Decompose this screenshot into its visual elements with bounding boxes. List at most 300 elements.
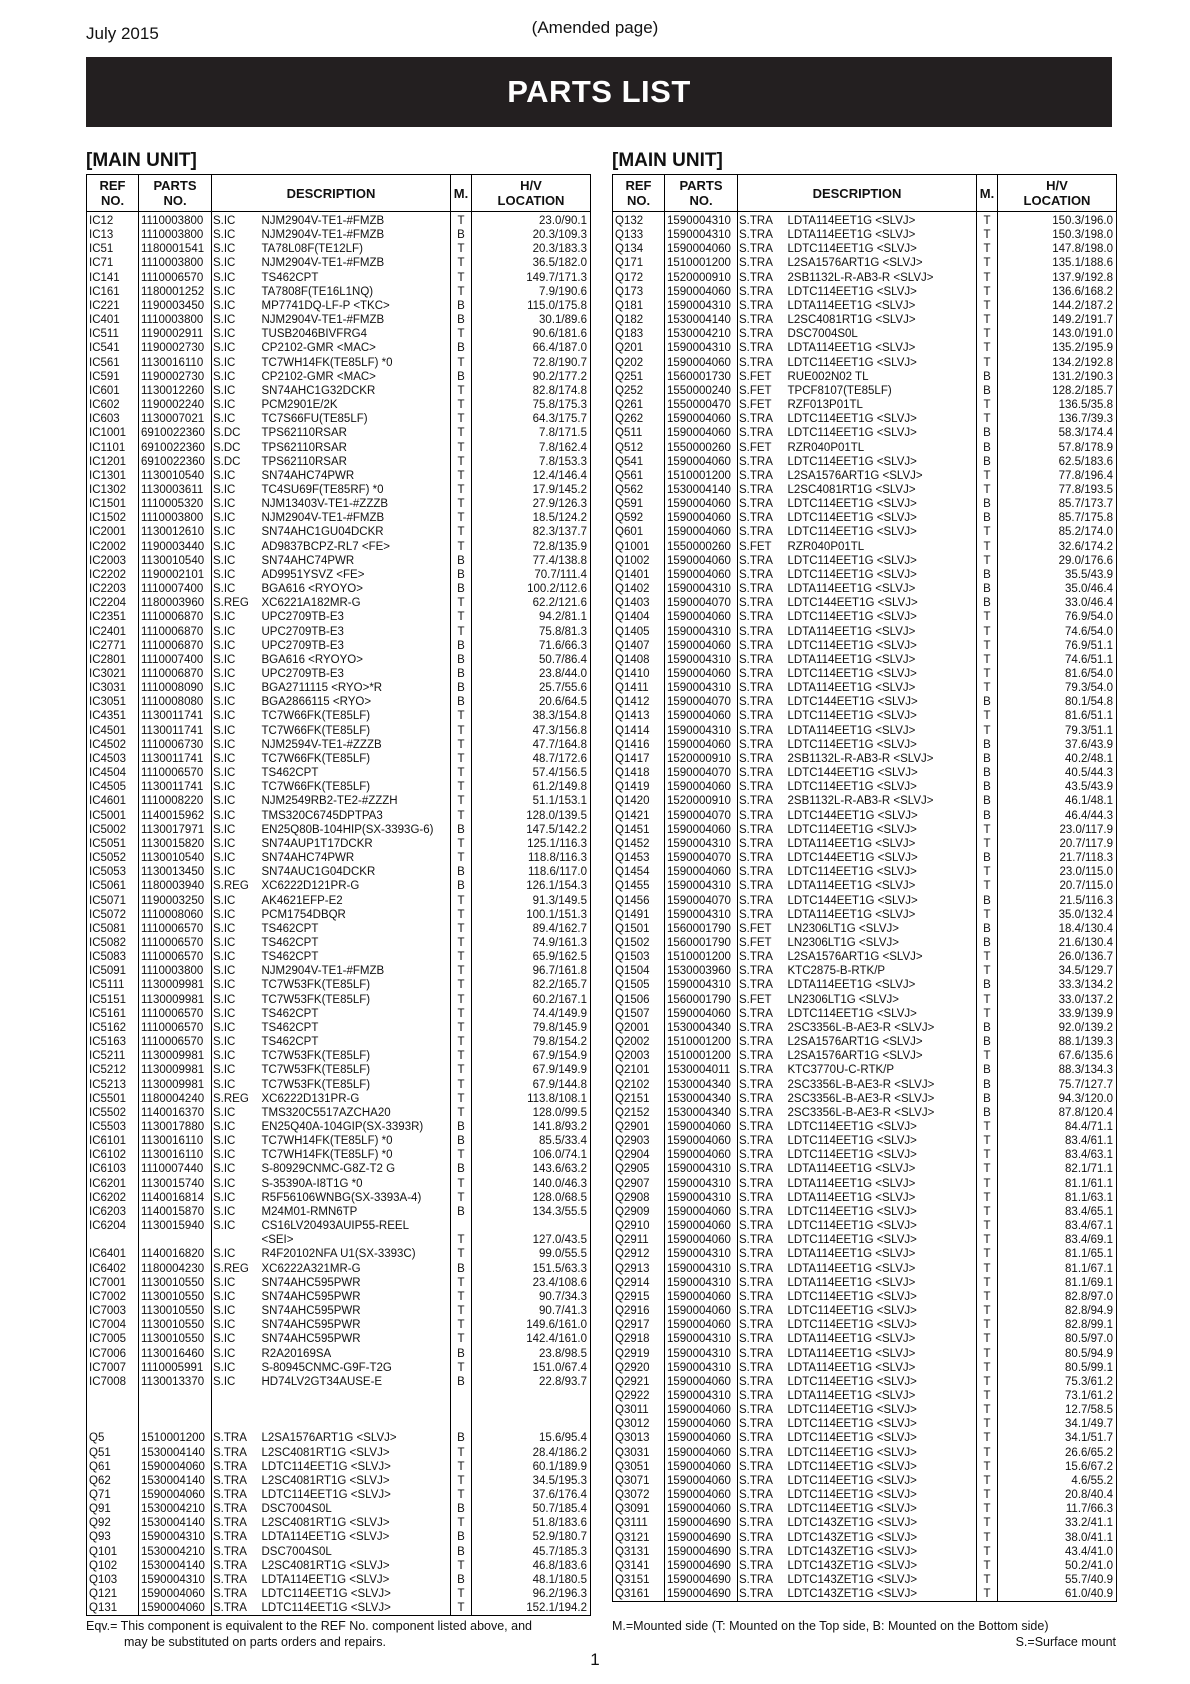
hv-location-cell: 115.0/175.8 [472, 299, 591, 313]
parts-no-cell: 1590004310 [665, 341, 738, 355]
table-row [87, 625, 591, 639]
hv-location-cell: 147.8/198.0 [998, 242, 1117, 256]
table-row [87, 1318, 591, 1332]
mounted-side-cell: T [977, 540, 998, 554]
mounted-side-cell: T [451, 1247, 472, 1261]
type-cell: S.TRA [738, 1587, 786, 1602]
ref-no-cell: Q3072 [613, 1488, 665, 1502]
hv-location-cell: 50.7/86.4 [472, 653, 591, 667]
description-cell: TC7W53FK(TE85LF) [260, 1049, 451, 1063]
section-title: [MAIN UNIT] [86, 150, 197, 171]
equivalence-note-line: may be substituted on parts orders and repairs. [124, 1635, 386, 1649]
ref-no-cell: Q103 [87, 1573, 139, 1587]
parts-no-cell: 1590004060 [665, 1148, 738, 1162]
description-cell: TC7W53FK(TE85LF) [260, 993, 451, 1007]
type-cell: S.TRA [739, 512, 773, 525]
mounted-side-cell: T [451, 1559, 472, 1573]
mounted-side-cell: T [977, 724, 998, 738]
ref-no-cell: Q251 [613, 370, 665, 384]
ref-no-cell: Q591 [613, 497, 665, 511]
type-cell: S.TRA [739, 625, 773, 638]
mounted-side-cell: B [977, 780, 998, 794]
type-cell: S.IC [213, 1347, 236, 1360]
hv-location-cell: 40.5/44.3 [998, 766, 1117, 780]
type-cell: S.TRA [739, 1446, 773, 1459]
parts-no-cell: 1590004310 [665, 1276, 738, 1290]
ref-no-cell: IC1001 [87, 426, 139, 440]
ref-no-cell: IC6201 [87, 1177, 139, 1191]
mounted-side-cell: T [977, 639, 998, 653]
mounted-side-cell: B [451, 1545, 472, 1559]
type-cell: S.IC [213, 1163, 236, 1176]
table-row [613, 823, 1117, 837]
table-row [613, 1587, 1117, 1602]
parts-no-cell: 1190003450 [139, 299, 212, 313]
table-row [87, 313, 591, 327]
mounted-side-cell: B [451, 1375, 472, 1389]
table-row [613, 1021, 1117, 1035]
type-cell: S.IC [213, 738, 236, 751]
ref-no-cell: Q3012 [613, 1417, 665, 1431]
table-row [613, 1573, 1117, 1587]
mounted-side-cell: T [451, 1021, 472, 1035]
ref-no-cell: Q2907 [613, 1177, 665, 1191]
type-cell: S.TRA [739, 653, 773, 666]
mounted-side-cell: T [451, 1601, 472, 1616]
type-cell: S.IC [213, 653, 236, 666]
table-row [87, 978, 591, 992]
table-row [613, 1262, 1117, 1276]
type-cell: S.TRA [213, 1446, 247, 1459]
type-cell: S.TRA [739, 781, 773, 794]
ref-no-cell: IC5111 [87, 978, 139, 992]
description-cell: LDTC114EET1G <SLVJ> [786, 497, 977, 511]
ref-no-cell: IC1502 [87, 511, 139, 525]
ref-no-cell: Q91 [87, 1502, 139, 1516]
mounted-side-cell: T [977, 1587, 998, 1602]
description-cell: LDTC114EET1G <SLVJ> [786, 554, 977, 568]
hv-location-cell: 135.1/188.6 [998, 256, 1117, 270]
equivalence-note [86, 1618, 592, 1650]
ref-no-cell: IC3031 [87, 681, 139, 695]
type-cell: S.IC [213, 668, 236, 680]
parts-no-cell: 1180004240 [139, 1092, 212, 1106]
description-cell: LDTA114EET1G <SLVJ> [786, 1276, 977, 1290]
parts-no-cell: 1110006570 [139, 766, 212, 780]
table-row [87, 1007, 591, 1021]
table-row [87, 1516, 591, 1530]
description-cell: LDTC144EET1G <SLVJ> [786, 596, 977, 610]
parts-no-cell: 1590004070 [665, 894, 738, 908]
hv-location-cell: 149.2/191.7 [998, 313, 1117, 327]
type-cell: S.IC [213, 1290, 236, 1303]
mounted-side-cell: T [451, 426, 472, 440]
parts-no-cell: 1190002101 [139, 568, 212, 582]
mounted-side-cell: B [451, 370, 472, 384]
description-cell: LDTA114EET1G <SLVJ> [786, 1389, 977, 1403]
description-cell: LDTA114EET1G <SLVJ> [786, 837, 977, 851]
hv-location-cell: 43.4/41.0 [998, 1545, 1117, 1559]
table-row [613, 993, 1117, 1007]
table-row [613, 1347, 1117, 1361]
ref-no-cell: Q183 [613, 327, 665, 341]
hv-location-cell: 151.0/67.4 [472, 1361, 591, 1375]
parts-no-cell: 1530004210 [665, 327, 738, 341]
mounted-side-cell: T [977, 1460, 998, 1474]
ref-no-cell: Q181 [613, 299, 665, 313]
mounted-side-cell: T [977, 709, 998, 723]
type-cell: S.IC [213, 1149, 236, 1162]
type-cell: S.TRA [739, 1333, 773, 1346]
type-cell: S.TRA [739, 243, 773, 256]
mounted-side-cell: T [977, 483, 998, 497]
hv-location-cell: 66.4/187.0 [472, 341, 591, 355]
parts-no-cell: 1130010550 [139, 1332, 212, 1346]
hv-location-cell: 21.6/130.4 [998, 936, 1117, 950]
type-cell: S.TRA [739, 257, 773, 270]
hv-location-cell: 38.0/41.1 [998, 1531, 1117, 1545]
header-parts: PARTS NO. [139, 175, 212, 212]
mounted-side-cell: B [977, 441, 998, 455]
mounted-side-cell: T [977, 525, 998, 539]
ref-no-cell: Q1403 [613, 596, 665, 610]
ref-no-cell: Q2916 [613, 1304, 665, 1318]
description-cell: PCM1754DBQR [260, 908, 451, 922]
parts-no-cell: 1590004060 [665, 1417, 738, 1431]
description-cell: TC7W53FK(TE85LF) [260, 1078, 451, 1092]
ref-no-cell: IC51 [87, 242, 139, 256]
table-row [87, 596, 591, 610]
ref-no-cell: Q71 [87, 1488, 139, 1502]
mounted-side-cell: T [977, 412, 998, 426]
hv-location-cell: 85.7/175.8 [998, 511, 1117, 525]
ref-no-cell: IC4504 [87, 766, 139, 780]
description-cell: LDTC144EET1G <SLVJ> [786, 695, 977, 709]
parts-no-cell: 1590004310 [665, 837, 738, 851]
table-row [87, 1290, 591, 1304]
hv-location-cell [472, 1417, 591, 1431]
ref-no-cell: Q202 [613, 356, 665, 370]
description-cell: LDTC114EET1G <SLVJ> [786, 1318, 977, 1332]
description-cell: EN25Q40A-104GIP(SX-3393R) [260, 1120, 451, 1134]
type-cell: S.TRA [213, 1573, 247, 1586]
hv-location-cell: 33.9/139.9 [998, 1007, 1117, 1021]
description-cell: TMS320C6745DPTPA3 [260, 809, 451, 823]
mounted-side-cell: T [451, 497, 472, 511]
type-cell: S.IC [213, 639, 236, 652]
type-cell: S.TRA [739, 767, 773, 780]
hv-location-cell: 152.1/194.2 [472, 1601, 591, 1616]
hv-location-cell: 23.0/115.0 [998, 865, 1117, 879]
hv-location-cell: 20.7/115.0 [998, 879, 1117, 893]
mounted-side-cell: T [451, 752, 472, 766]
type-cell: S.IC [213, 1220, 236, 1233]
description-cell: NJM2904V-TE1-#FMZB [260, 313, 451, 327]
ref-no-cell: IC4503 [87, 752, 139, 766]
mounted-side-cell: T [451, 908, 472, 922]
hv-location-cell: 20.3/109.3 [472, 228, 591, 242]
description-cell: DSC7004S0L [786, 327, 977, 341]
description-cell: 2SC3356L-B-AE3-R <SLVJ> [786, 1092, 977, 1106]
mounted-side-cell: T [451, 271, 472, 285]
type-cell: S.IC [213, 1177, 236, 1190]
mounted-side-cell: T [451, 242, 472, 256]
table-row [613, 1162, 1117, 1176]
hv-location-cell: 22.8/93.7 [472, 1375, 591, 1389]
table-row [87, 1092, 591, 1106]
type-cell: S.TRA [739, 611, 773, 624]
ref-no-cell: Q1501 [613, 922, 665, 936]
mounted-side-cell: T [451, 851, 472, 865]
type-cell: S.TRA [739, 866, 773, 879]
parts-no-cell: 1590004060 [139, 1587, 212, 1601]
table-row [613, 610, 1117, 624]
hv-location-cell: 45.7/185.3 [472, 1545, 591, 1559]
hv-location-cell: 147.5/142.2 [472, 823, 591, 837]
mounted-side-cell: T [977, 1262, 998, 1276]
type-cell: S.TRA [213, 1545, 247, 1558]
hv-location-cell: 83.4/63.1 [998, 1148, 1117, 1162]
mounted-side-cell: T [977, 398, 998, 412]
type-cell: S.IC [213, 922, 236, 935]
parts-no-cell: 1560001790 [665, 936, 738, 950]
parts-no-cell: 1110006870 [139, 639, 212, 653]
hv-location-cell: 128.2/185.7 [998, 384, 1117, 398]
type-cell: S.IC [213, 1276, 236, 1289]
mounted-side-cell: T [451, 1304, 472, 1318]
mounted-side-cell: T [451, 384, 472, 398]
ref-no-cell: Q541 [613, 455, 665, 469]
hv-location-cell: 20.8/40.4 [998, 1488, 1117, 1502]
hv-location-cell: 18.4/130.4 [998, 922, 1117, 936]
mounted-side-cell: T [977, 950, 998, 964]
hv-location-cell: 21.7/118.3 [998, 851, 1117, 865]
description-cell: TS462CPT [260, 271, 451, 285]
description-cell: L2SC4081RT1G <SLVJ> [786, 483, 977, 497]
type-cell: S.TRA [739, 710, 773, 723]
description-cell: LDTA114EET1G <SLVJ> [786, 582, 977, 596]
parts-no-cell: 1130016110 [139, 1134, 212, 1148]
parts-no-cell [139, 1403, 212, 1417]
table-row [613, 1545, 1117, 1559]
hv-location-cell: 23.0/90.1 [472, 212, 591, 229]
description-cell: LDTC114EET1G <SLVJ> [786, 709, 977, 723]
table-row [87, 483, 591, 497]
description-cell: BGA616 <RYOYO> [260, 582, 451, 596]
description-cell: LDTA114EET1G <SLVJ> [786, 1361, 977, 1375]
ref-no-cell: Q1414 [613, 724, 665, 738]
ref-no-cell: IC5001 [87, 809, 139, 823]
parts-no-cell: 1590004690 [665, 1587, 738, 1602]
parts-no-cell: 1590004070 [665, 766, 738, 780]
table-row [613, 313, 1117, 327]
description-cell: XC6222A321MR-G [260, 1262, 451, 1276]
ref-no-cell: IC6103 [87, 1162, 139, 1176]
type-cell: S.TRA [739, 1078, 773, 1091]
table-row [613, 370, 1117, 384]
hv-location-cell: 125.1/116.3 [472, 837, 591, 851]
mounted-side-cell: T [451, 1191, 472, 1205]
parts-table-body [87, 212, 591, 1616]
mounted-side-cell: B [451, 823, 472, 837]
description-cell: RZR040P01TL [786, 540, 977, 554]
parts-no-cell: 1590004060 [665, 1318, 738, 1332]
ref-no-cell: IC5503 [87, 1120, 139, 1134]
hv-location-cell: 55.7/40.9 [998, 1573, 1117, 1587]
mounted-side-cell: B [451, 653, 472, 667]
mounted-side-cell: B [977, 511, 998, 525]
mounted-side-cell: T [977, 1162, 998, 1176]
ref-no-cell: IC7005 [87, 1332, 139, 1346]
hv-location-cell: 137.9/192.8 [998, 271, 1117, 285]
parts-no-cell: 1510001200 [665, 256, 738, 270]
hv-location-cell: 47.7/164.8 [472, 738, 591, 752]
ref-no-cell: IC5071 [87, 894, 139, 908]
type-cell: S.TRA [739, 894, 773, 907]
table-row [87, 1021, 591, 1035]
mounted-side-cell: B [451, 582, 472, 596]
hv-location-cell: 136.5/35.8 [998, 398, 1117, 412]
type-cell: S.TRA [213, 1432, 247, 1445]
parts-no-cell: 1590004070 [665, 809, 738, 823]
description-cell: TC7WH14FK(TE85LF) *0 [260, 1148, 451, 1162]
hv-location-cell: 67.6/135.6 [998, 1049, 1117, 1063]
hv-location-cell: 48.1/180.5 [472, 1573, 591, 1587]
hv-location-cell: 67.9/149.9 [472, 1063, 591, 1077]
hv-location-cell: 11.7/66.3 [998, 1502, 1117, 1516]
parts-no-cell: 1530004140 [139, 1516, 212, 1530]
ref-no-cell: Q262 [613, 412, 665, 426]
mounted-side-cell: B [977, 809, 998, 823]
parts-no-cell: 1530004140 [139, 1474, 212, 1488]
table-row [87, 1262, 591, 1276]
type-cell: S.TRA [739, 965, 773, 978]
table-row [87, 1332, 591, 1346]
ref-no-cell: Q3121 [613, 1531, 665, 1545]
table-row [613, 1446, 1117, 1460]
description-cell: LDTA114EET1G <SLVJ> [786, 625, 977, 639]
hv-location-cell: 27.9/126.3 [472, 497, 591, 511]
parts-no-cell: 1110008220 [139, 794, 212, 808]
description-cell: LDTC144EET1G <SLVJ> [786, 766, 977, 780]
table-row [87, 1162, 591, 1176]
hv-location-cell: 82.8/97.0 [998, 1290, 1117, 1304]
ref-no-cell: Q1413 [613, 709, 665, 723]
parts-no-cell: 1590004060 [665, 1233, 738, 1247]
ref-no-cell: Q201 [613, 341, 665, 355]
ref-no-cell: Q1503 [613, 950, 665, 964]
equivalence-note-line: Eqv.= This component is equivalent to the REF No. component listed above, and [86, 1619, 532, 1633]
type-cell: S.TRA [739, 1460, 773, 1473]
mounted-side-cell: T [451, 978, 472, 992]
type-cell: S.TRA [739, 413, 773, 426]
parts-no-cell: 1590004060 [665, 1488, 738, 1502]
parts-no-cell: 1590004310 [665, 978, 738, 992]
ref-no-cell: Q2001 [613, 1021, 665, 1035]
ref-no-cell: Q2920 [613, 1361, 665, 1375]
type-cell: S.TRA [213, 1531, 247, 1544]
table-row [87, 1545, 591, 1559]
hv-location-cell: 128.0/139.5 [472, 809, 591, 823]
ref-no-cell: Q2904 [613, 1148, 665, 1162]
table-row [87, 582, 591, 596]
mounted-side-cell: B [451, 1431, 472, 1445]
ref-no-cell: IC5501 [87, 1092, 139, 1106]
mounted-side-cell: T [451, 964, 472, 978]
mounted-side-cell: B [451, 681, 472, 695]
ref-no-cell: Q3111 [613, 1516, 665, 1530]
parts-no-cell: 1130009981 [139, 1049, 212, 1063]
ref-no-cell: IC591 [87, 370, 139, 384]
ref-no-cell: Q1002 [613, 554, 665, 568]
parts-no-cell: 1590004060 [665, 1134, 738, 1148]
type-cell: S.TRA [739, 1220, 773, 1233]
hv-location-cell: 151.5/63.3 [472, 1262, 591, 1276]
type-cell: S.TRA [739, 1432, 773, 1445]
table-row [87, 780, 591, 794]
mounted-side-cell: T [451, 1049, 472, 1063]
hv-location-cell: 136.6/168.2 [998, 285, 1117, 299]
ref-no-cell: Q51 [87, 1446, 139, 1460]
right-section [612, 150, 1116, 1602]
description-cell: TC7W66FK(TE85LF) [260, 709, 451, 723]
type-cell: S.IC [213, 243, 236, 256]
mounted-side-cell: B [977, 1035, 998, 1049]
table-row [87, 497, 591, 511]
description-cell: LDTC114EET1G <SLVJ> [786, 610, 977, 624]
type-cell: S.TRA [739, 1177, 773, 1190]
mounted-side-cell: T [977, 879, 998, 893]
parts-no-cell: 1590004060 [665, 511, 738, 525]
description-cell: LDTA114EET1G <SLVJ> [786, 1177, 977, 1191]
description-cell: LDTA114EET1G <SLVJ> [786, 1247, 977, 1261]
parts-no-cell: 1130013450 [139, 865, 212, 879]
ref-no-cell: IC1101 [87, 441, 139, 455]
description-cell: LN2306LT1G <SLVJ> [786, 922, 977, 936]
description-cell: LDTC114EET1G <SLVJ> [786, 1233, 977, 1247]
ref-no-cell: IC1201 [87, 455, 139, 469]
parts-no-cell: 1110008080 [139, 695, 212, 709]
ref-no-cell: IC5051 [87, 837, 139, 851]
ref-no-cell: Q2905 [613, 1162, 665, 1176]
description-cell: LDTC114EET1G <SLVJ> [786, 285, 977, 299]
table-row [613, 752, 1117, 766]
description-cell: LDTC114EET1G <SLVJ> [786, 455, 977, 469]
description-cell: LDTC114EET1G <SLVJ> [786, 1502, 977, 1516]
ref-no-cell: IC5072 [87, 908, 139, 922]
hv-location-cell: 81.1/61.1 [998, 1177, 1117, 1191]
ref-no-cell: Q1456 [613, 894, 665, 908]
ref-no-cell: Q3141 [613, 1559, 665, 1573]
description-cell: LDTC114EET1G <SLVJ> [786, 1446, 977, 1460]
parts-no-cell: 1130009981 [139, 1063, 212, 1077]
ref-no-cell: Q2919 [613, 1347, 665, 1361]
hv-location-cell: 100.1/151.3 [472, 908, 591, 922]
ref-no-cell: Q121 [87, 1587, 139, 1601]
description-cell: R5F56106WNBG(SX-3393A-4) [260, 1191, 451, 1205]
parts-no-cell: 1590004060 [665, 412, 738, 426]
ref-no-cell: IC4501 [87, 724, 139, 738]
ref-no-cell: IC4505 [87, 780, 139, 794]
type-cell: S.TRA [739, 498, 773, 511]
table-row [613, 780, 1117, 794]
description-cell: TA7808F(TE16L1NQ) [260, 285, 451, 299]
ref-no-cell: IC7001 [87, 1276, 139, 1290]
page-number: 1 [590, 1650, 600, 1669]
description-cell: LDTA114EET1G <SLVJ> [786, 681, 977, 695]
type-cell: S.TRA [739, 1007, 773, 1020]
mounted-side-cell: B [451, 1205, 472, 1219]
